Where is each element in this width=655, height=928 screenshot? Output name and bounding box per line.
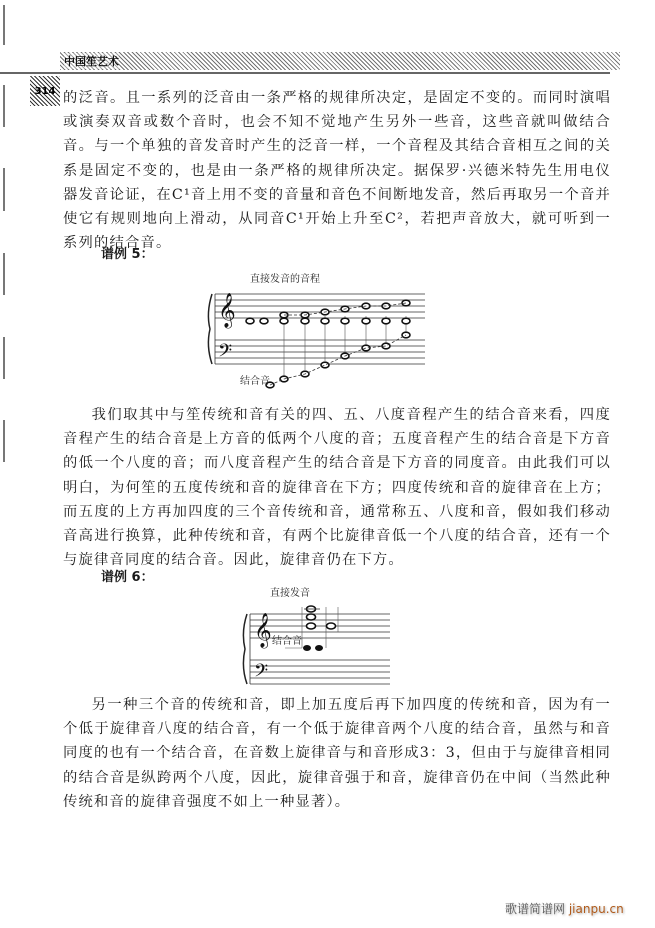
music-score-example-5 — [200, 268, 430, 393]
binding-mark — [3, 420, 5, 462]
binding-mark — [3, 253, 5, 295]
body-paragraph: 的泛音。且一系列的泛音由一条严格的规律所决定，是固定不变的。而同时演唱或演奏双音或数个音时，也会不知不觉地产生另外一些音，这些音就叫做结合音。与一个单独的音发音时产生的泛音一样，一个音程及其结合音相互之间的关系是固定不变的，也是由一条严格的规律所决定。据保罗·兴德米特先生用电仪器发音论证，在C¹音上用不变的音量和音色不间断地发音，然后再取另一个音并使它有规则地向上滑动，从同音C¹开始上升至C²，若把声音放大，就可听到一系列的结合音。 — [63, 90, 611, 252]
score-bottom-annotation: 结合音 — [272, 636, 302, 647]
page-number: 314 — [34, 85, 56, 97]
body-paragraph: 另一种三个音的传统和音，即上加五度后再下加四度的传统和音，因为有一个低于旋律音八度的结合音，有一个低于旋律音两个八度的结合音，虽然与和音同度的也有一个结合音，在音数上旋律音与和音形成3：3，但由于与旋律音相同的结合音是纵跨两个八度，因此，旋律音强于和音，旋律音仍在中间（当然此种传统和音的旋律音强度不如上一种显著）。 — [63, 697, 611, 810]
body-paragraph-3-block — [63, 693, 611, 814]
example-6-label: 谱例 6： — [101, 570, 154, 585]
svg-text:𝄢: 𝄢 — [218, 341, 233, 366]
binding-mark — [3, 5, 5, 45]
svg-text:𝄞: 𝄞 — [218, 293, 236, 328]
binding-mark — [3, 85, 5, 127]
page-number-box — [30, 76, 60, 106]
binding-mark — [3, 168, 5, 211]
score-top-annotation: 直接发音 — [270, 588, 310, 599]
body-paragraph-1-block — [63, 86, 611, 255]
score-top-annotation: 直接发音的音程 — [250, 274, 320, 285]
binding-mark — [3, 337, 5, 379]
body-paragraph: 我们取其中与笙传统和音有关的四、五、八度音程产生的结合音来看，四度音程产生的结合音是上方音的低两个八度的音；五度音程产生的结合音是下方音的低一个八度的音；而八度音程产生的结合音是下方音的同度音。由此我们可以明白，为何笙的五度传统和音的旋律音在下方；四度传统和音的旋律音在上方；而五度的上方再加四度的三个音传统和音，通常称五、八度和音，假如我们移动音高进行换算，此种传统和音，有两个比旋律音低一个八度的结合音，还有一个与旋律音同度的结合音。因此，旋律音仍在下方。 — [63, 407, 611, 569]
body-paragraph-2-block — [63, 403, 611, 572]
watermark-latin: jianpu.cn — [568, 902, 624, 916]
header-band — [60, 52, 620, 70]
watermark — [505, 900, 624, 917]
running-title: 中国笙艺术 — [64, 55, 119, 68]
score-bottom-annotation: 结合音 — [240, 376, 270, 387]
svg-text:𝄢: 𝄢 — [254, 661, 269, 686]
example-5-label: 谱例 5： — [101, 247, 154, 262]
music-score-example-6 — [230, 582, 430, 687]
svg-text:𝄞: 𝄞 — [254, 613, 272, 648]
header-rule — [0, 72, 610, 74]
watermark-cn: 歌谱简谱网 — [505, 902, 566, 916]
